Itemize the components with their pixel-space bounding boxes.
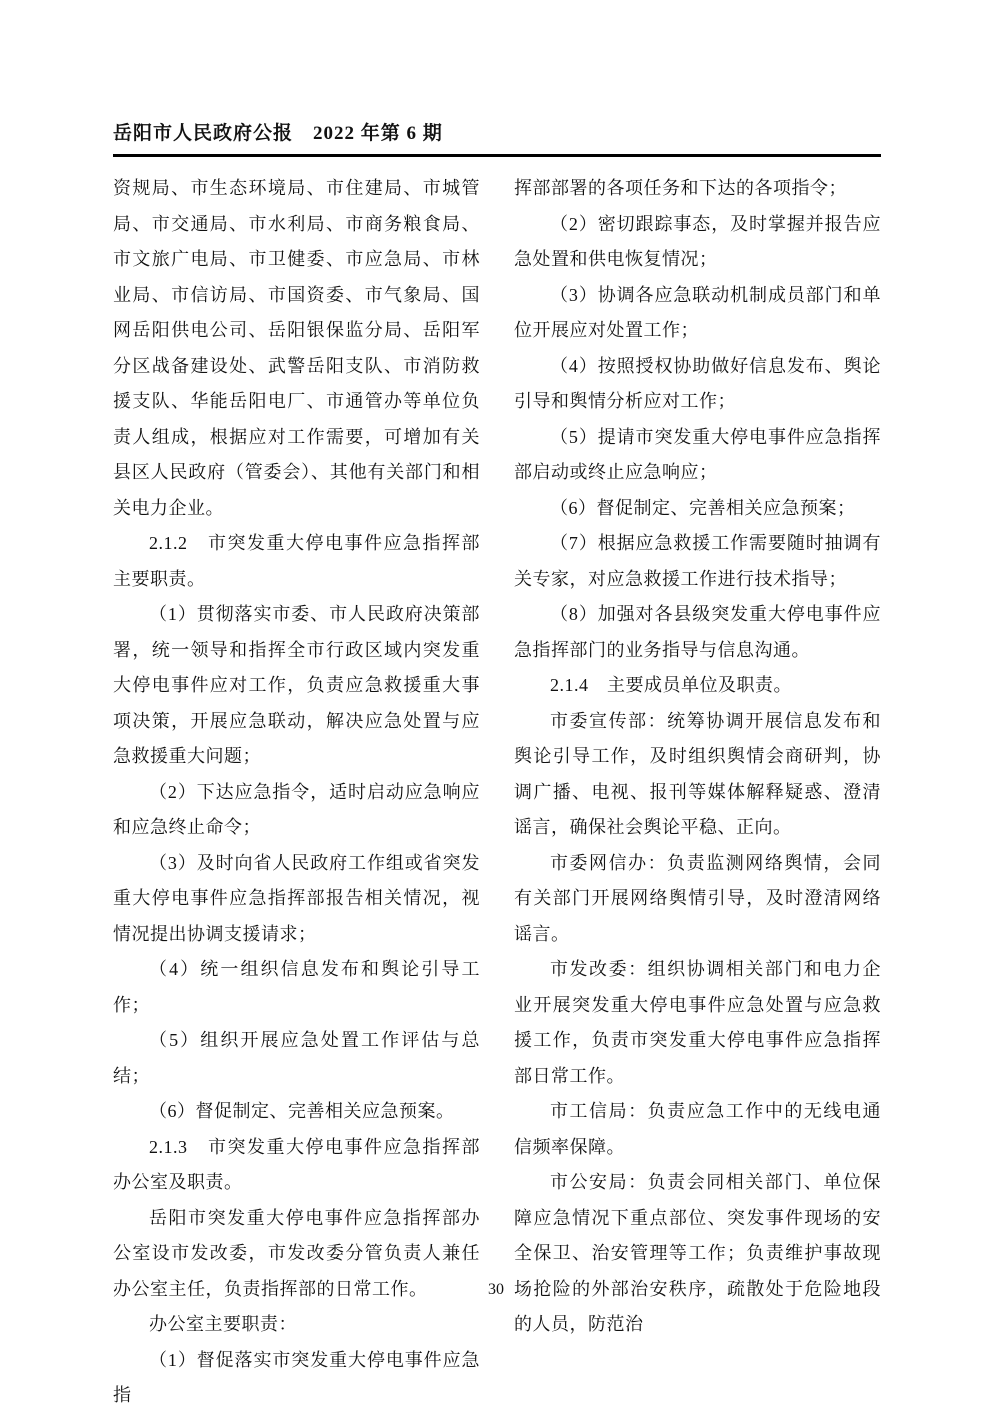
paragraph: （5）提请市突发重大停电事件应急指挥部启动或终止应急响应； (514, 426, 881, 482)
paragraph: （7）根据应急救援工作需要随时抽调有关专家，对应急救援工作进行技术指导； (514, 533, 881, 589)
section-heading-2-1-4: 2.1.4 主要成员单位及职责。 (550, 675, 792, 695)
paragraph: （8）加强对各县级突发重大停电事件应急指挥部门的业务指导与信息沟通。 (514, 604, 881, 660)
paragraph: （3）及时向省人民政府工作组或省突发重大停电事件应急指挥部报告相关情况，视情况提出协调支援请求； (113, 852, 480, 944)
paragraph: 办公室主要职责： (149, 1314, 297, 1334)
paragraph: 市公安局：负责会同相关部门、单位保障应急情况下重点部位、突发事件现场的安全保卫、治安管理等工作；负责维护事故现场抢险的外部治安秩序，疏散处于危险地段的人员，防范治 (514, 1172, 881, 1334)
right-column (514, 171, 881, 1403)
paragraph: （1）贯彻落实市委、市人民政府决策部署，统一领导和指挥全市行政区域内突发重大停电事件应对工作，负责应急救援重大事项决策，开展应急联动，解决应急处置与应急救援重大问题； (113, 604, 480, 766)
paragraph: （3）协调各应急联动机制成员部门和单位开展应对处置工作； (514, 284, 881, 340)
paragraph: （5）组织开展应急处置工作评估与总结； (113, 1030, 480, 1086)
paragraph: （4）统一组织信息发布和舆论引导工作； (113, 959, 480, 1015)
paragraph: 市发改委：组织协调相关部门和电力企业开展突发重大停电事件应急处置与应急救援工作，负责市突发重大停电事件应急指挥部日常工作。 (514, 959, 881, 1086)
page-body (113, 171, 881, 1403)
paragraph: 市工信局：负责应急工作中的无线电通信频率保障。 (514, 1101, 881, 1157)
section-heading-2-1-3: 2.1.3 市突发重大停电事件应急指挥部办公室及职责。 (113, 1136, 480, 1192)
paragraph: （2）密切跟踪事态，及时掌握并报告应急处置和供电恢复情况； (514, 213, 881, 269)
paragraph: 挥部部署的各项任务和下达的各项指令； (514, 178, 847, 198)
paragraph: 资规局、市生态环境局、市住建局、市城管局、市交通局、市水利局、市商务粮食局、市文旅广电局、市卫健委、市应急局、市林业局、市信访局、市国资委、市气象局、国网岳阳供电公司、岳阳银保监分局、岳阳军分区战备建设处、武警岳阳支队、市消防救援支队、华能岳阳电厂、市通管办等单位负责人组成，根据应对工作需要，可增加有关县区人民政府（管委会）、其他有关部门和相关电力企业。 (113, 178, 480, 518)
page-number: 30 (488, 1281, 504, 1298)
paragraph: 市委宣传部：统筹协调开展信息发布和舆论引导工作，及时组织舆情会商研判，协调广播、电视、报刊等媒体解释疑惑、澄清谣言，确保社会舆论平稳、正向。 (514, 710, 881, 837)
paragraph: （6）督促制定、完善相关应急预案； (550, 497, 856, 518)
section-heading-2-1-2: 2.1.2 市突发重大停电事件应急指挥部主要职责。 (113, 533, 480, 589)
page-header-title: 岳阳市人民政府公报 2022 年第 6 期 (113, 118, 881, 157)
paragraph: （4）按照授权协助做好信息发布、舆论引导和舆情分析应对工作； (514, 355, 881, 411)
paragraph: （2）下达应急指令，适时启动应急响应和应急终止命令； (113, 781, 480, 837)
paragraph: （6）督促制定、完善相关应急预案。 (149, 1101, 455, 1121)
paragraph: （1）督促落实市突发重大停电事件应急指 (113, 1349, 480, 1403)
paragraph: 岳阳市突发重大停电事件应急指挥部办公室设市发改委，市发改委分管负责人兼任办公室主任，负责指挥部的日常工作。 (113, 1207, 480, 1299)
left-column (113, 171, 480, 1403)
paragraph: 市委网信办：负责监测网络舆情，会同有关部门开展网络舆情引导，及时澄清网络谣言。 (514, 852, 881, 944)
